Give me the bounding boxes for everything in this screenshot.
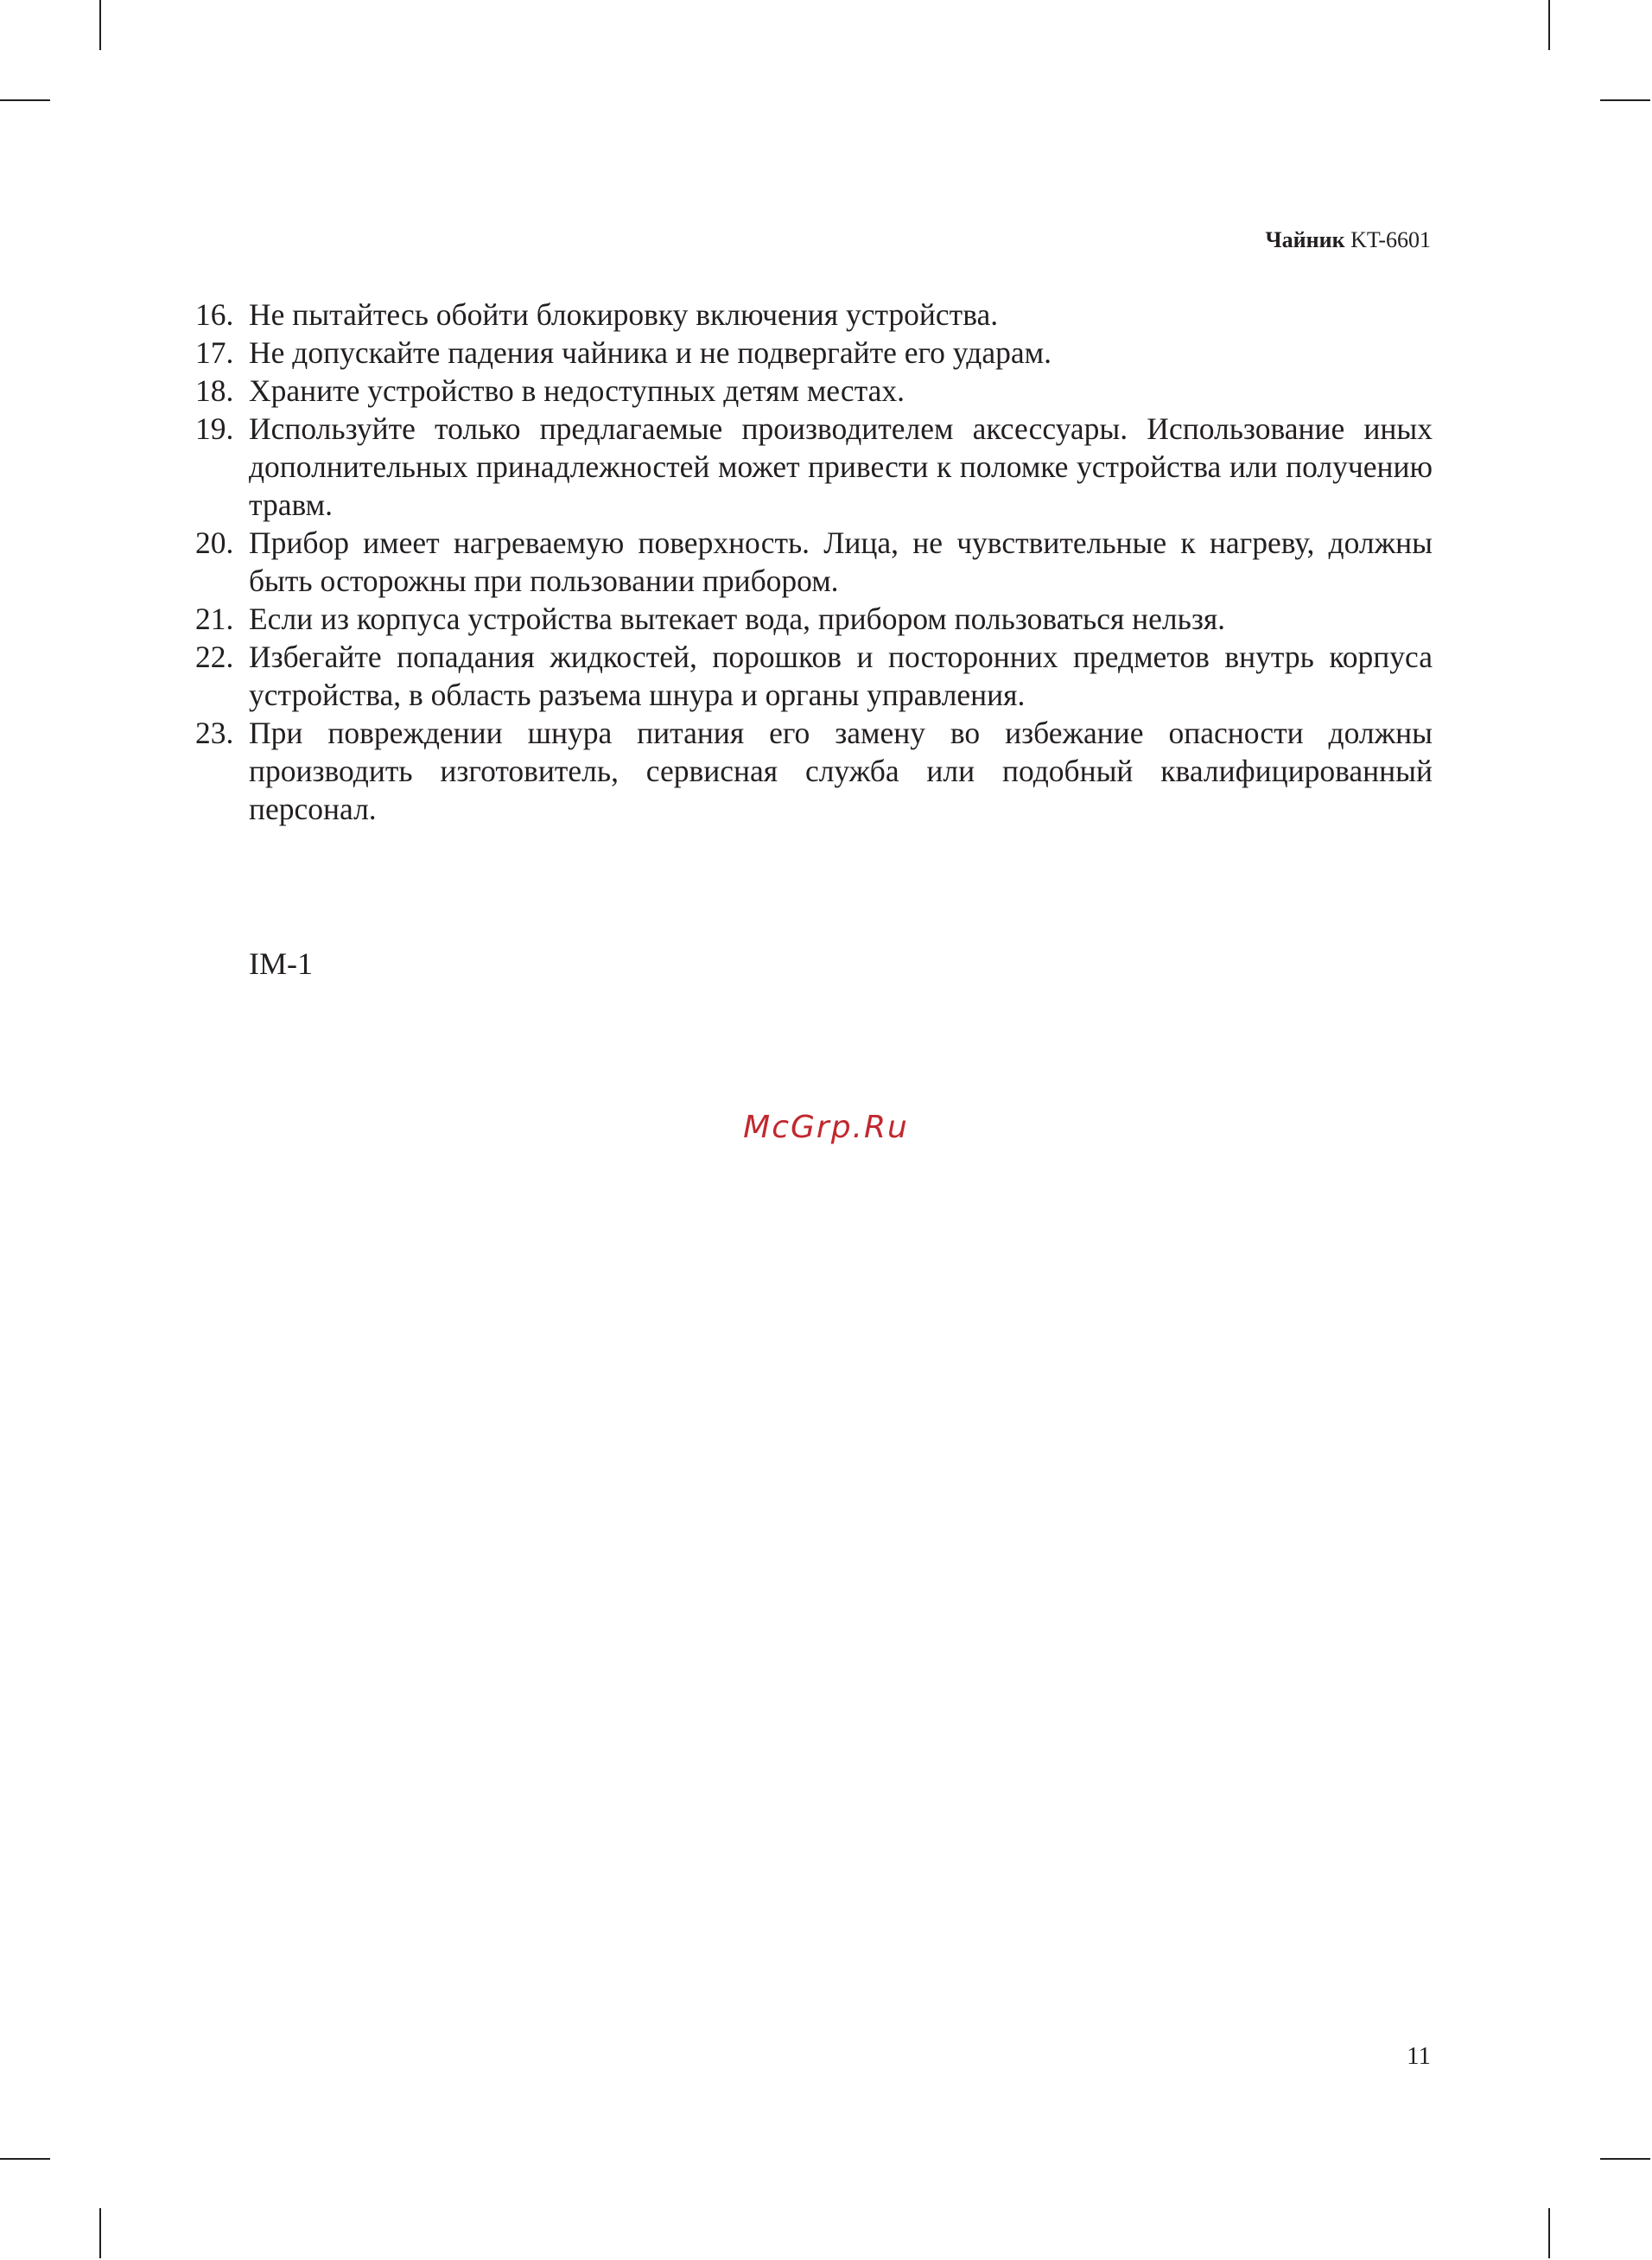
running-header [1266, 226, 1431, 254]
header-product-name: Чайник [1265, 227, 1345, 252]
list-item [195, 524, 1433, 600]
list-item-number: 23. [195, 716, 234, 750]
list-item-text: Избегайте попадания жидкостей, порошков и посторонних предметов внутрь корпуса устройства, в область разъема шнура и органы управления. [249, 640, 1433, 712]
list-item [195, 714, 1433, 828]
crop-mark-bottom-left-vertical [99, 2208, 101, 2258]
list-item-number: 19. [195, 411, 234, 446]
crop-mark-bottom-left-horizontal [0, 2158, 50, 2160]
watermark-text: McGrp.Ru [743, 1110, 909, 1145]
list-item-text: Храните устройство в недоступных детям местах. [249, 373, 905, 408]
list-item-number: 20. [195, 525, 234, 560]
list-item [195, 638, 1433, 714]
list-item [195, 600, 1433, 638]
list-item-text: Используйте только предлагаемые производителем аксессуары. Использование иных дополнительных принадлежностей может привести к поломке устройства или получению травм. [249, 411, 1433, 522]
safety-instructions-list [195, 296, 1433, 828]
list-item-text: Прибор имеет нагреваемую поверхность. Лица, не чувствительные к нагреву, должны быть осторожны при пользовании прибором. [249, 525, 1433, 598]
list-item-number: 18. [195, 373, 234, 408]
list-item [195, 334, 1433, 372]
list-item-text: Если из корпуса устройства вытекает вода, прибором пользоваться нельзя. [249, 602, 1226, 636]
document-code: IM-1 [249, 946, 313, 981]
list-item [195, 296, 1433, 334]
list-item-text: Не пытайтесь обойти блокировку включения устройства. [249, 297, 999, 332]
list-item-text: Не допускайте падения чайника и не подвергайте его ударам. [249, 335, 1052, 370]
crop-mark-top-right-horizontal [1600, 99, 1650, 101]
crop-mark-bottom-right-horizontal [1600, 2158, 1650, 2160]
page-number: 11 [1407, 2042, 1431, 2070]
list-item-number: 21. [195, 602, 234, 636]
list-item-number: 17. [195, 335, 234, 370]
crop-mark-top-left-horizontal [0, 99, 50, 101]
list-item-number: 16. [195, 297, 234, 332]
list-item [195, 410, 1433, 524]
header-model: KT-6601 [1350, 227, 1431, 252]
list-item-text: При повреждении шнура питания его замену во избежание опасности должны производить изготовитель, сервисная служба или подобный квалифицированный персонал. [249, 716, 1433, 826]
crop-mark-top-right-vertical [1548, 0, 1550, 50]
crop-mark-bottom-right-vertical [1548, 2208, 1550, 2258]
list-item-number: 22. [195, 640, 234, 674]
list-item [195, 372, 1433, 410]
crop-mark-top-left-vertical [99, 0, 101, 50]
